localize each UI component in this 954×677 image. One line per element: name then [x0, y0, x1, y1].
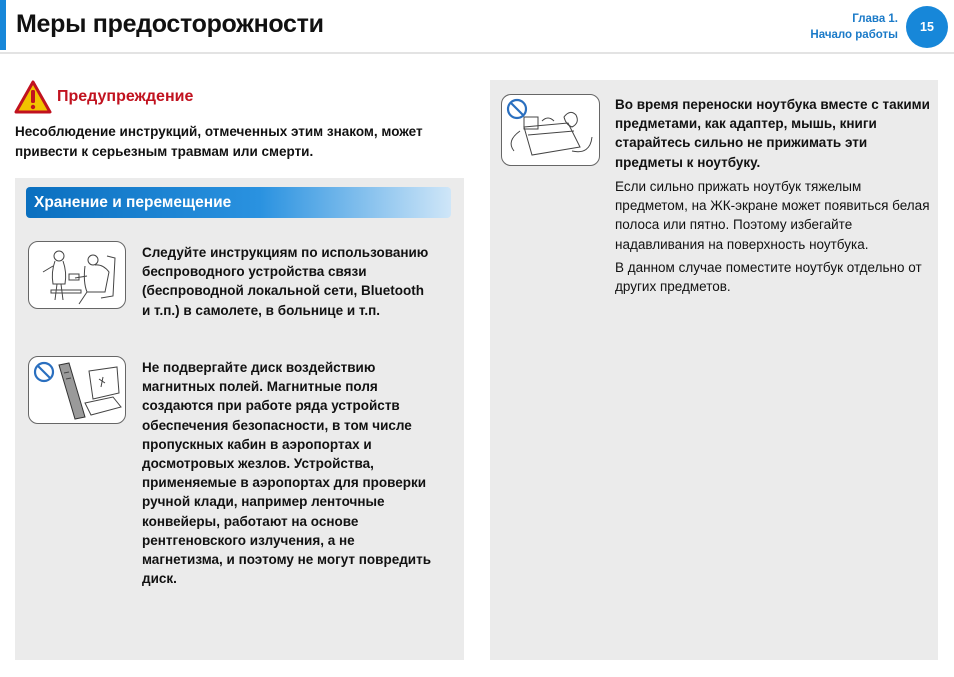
warning-title: Предупреждение	[57, 88, 194, 105]
chapter-name: Начало работы	[810, 29, 898, 41]
chapter-label[interactable]	[810, 11, 898, 43]
metal-detector-wand-illustration	[28, 356, 126, 424]
warning-text: Несоблюдение инструкций, отмеченных этим знаком, может привести к серьезным травмам или смерти.	[15, 124, 423, 159]
header-divider	[0, 52, 954, 54]
right-item-paragraph-2: В данном случае поместите ноутбук отдельно от других предметов.	[615, 260, 922, 295]
warning-triangle-icon	[14, 80, 52, 114]
header-accent-bar	[0, 0, 6, 50]
section-heading: Хранение и перемещение	[26, 187, 451, 218]
page-number-badge: 15	[906, 6, 948, 48]
chapter-number: Глава 1.	[852, 13, 898, 25]
item-magnetic-text: Не подвергайте диск воздействию магнитных полей. Магнитные поля создаются при работе ряда устройств обеспечения безопасности, в том числе пропускных кабин в аэропортах и досмотровых жезлов. Устройства, применяемые в аэропортах для проверки ручной клади, например ленточные конвейеры, работают на основе рентгеновского излучения, а не магнетизма, и поэтому не могут повредить диск.	[142, 360, 432, 587]
right-item-paragraph-1: Если сильно прижать ноутбук тяжелым предметом, на ЖК-экране может появиться белая полоса или пятно. Поэтому избегайте надавливания на поверхность ноутбука.	[615, 179, 930, 252]
right-item-bold-text: Во время переноски ноутбука вместе с такими предметами, как адаптер, мышь, книги старайтесь сильно не прижимать эти предметы к ноутбуку.	[615, 97, 930, 170]
item-wireless-text: Следуйте инструкциям по использованию беспроводного устройства связи (беспроводной локальной сети, Bluetooth и т.п.) в самолете, в больнице и т.п.	[142, 245, 429, 318]
page-title: Меры предосторожности	[16, 10, 324, 38]
laptop-in-bag-illustration	[501, 94, 600, 166]
airplane-passengers-illustration	[28, 241, 126, 309]
